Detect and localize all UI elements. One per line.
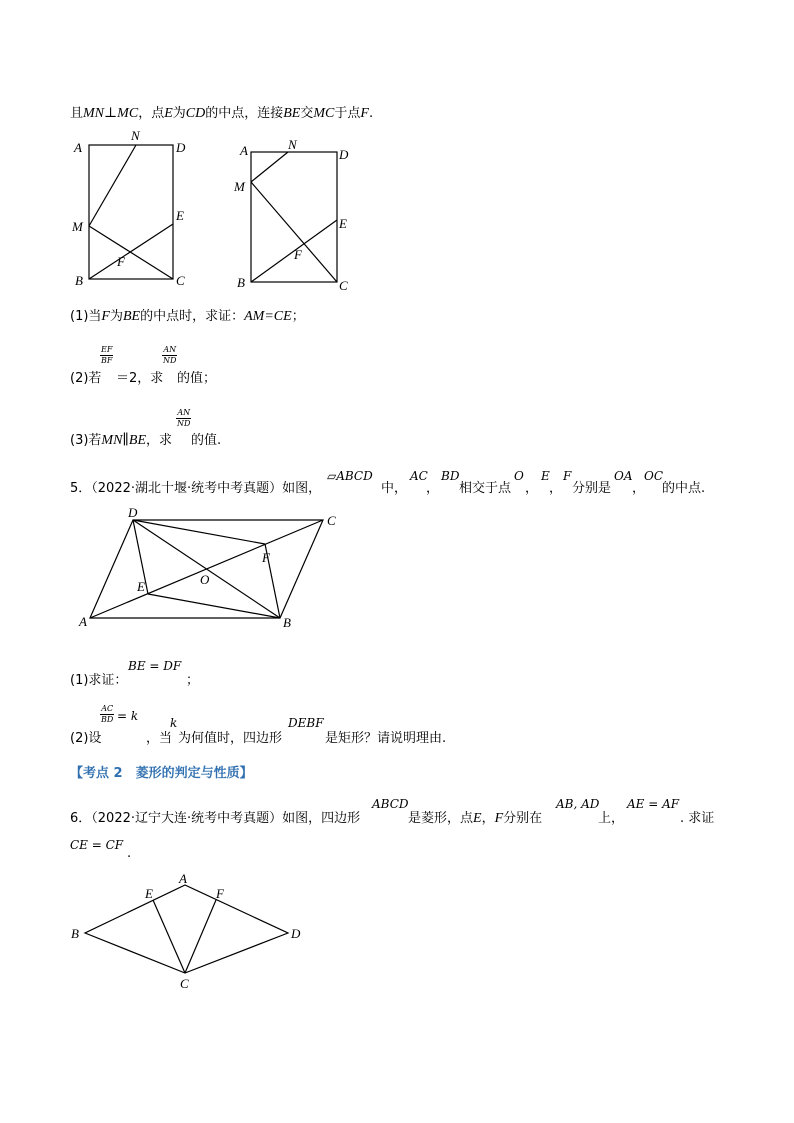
q5-part2-eqk: = k xyxy=(117,709,139,723)
q6-ae-af: AE = AF xyxy=(627,797,680,811)
segment-mc xyxy=(251,182,337,282)
label-a: A xyxy=(74,140,82,155)
label-o: O xyxy=(200,572,210,587)
label-f: F xyxy=(262,550,270,565)
figure-rhombus xyxy=(65,870,315,995)
q4-part3-end: 的值. xyxy=(191,433,222,448)
q4-part2-prefix: (2)若 xyxy=(70,371,102,386)
q6-abcd: ABCD xyxy=(372,797,409,811)
label-c: C xyxy=(327,513,336,528)
label-c: C xyxy=(339,278,348,293)
segment-cf xyxy=(185,900,216,973)
label-d: D xyxy=(291,926,301,941)
q5-bd: BD xyxy=(441,469,460,483)
label-b: B xyxy=(71,926,79,941)
segment-mn xyxy=(251,152,288,182)
q5-o: O xyxy=(514,469,524,483)
q5-part2-fraction-ac-bd: $\frac{AC}{BD}$ xyxy=(101,704,114,724)
q5-part1-end: ； xyxy=(186,673,200,688)
label-a: A xyxy=(240,143,248,158)
label-n: N xyxy=(131,128,140,143)
q5-comma2: ， xyxy=(525,481,539,496)
label-d: D xyxy=(339,147,349,162)
q5-oa: OA xyxy=(614,469,633,483)
diagonal-bd xyxy=(133,520,280,618)
q5-comma1: ， xyxy=(426,481,440,496)
q5-oc: OC xyxy=(644,469,664,483)
q5-part2-mid2: 为何值时，四边形 xyxy=(178,731,283,746)
label-b: B xyxy=(283,615,291,630)
figure-parallelogram xyxy=(75,505,350,635)
q5-part1-equation: BE = DF xyxy=(128,659,182,673)
label-b: B xyxy=(237,275,245,290)
label-m: M xyxy=(234,179,245,194)
label-d: D xyxy=(128,505,138,520)
q4-part1: (1)当F为BE的中点时，求证：AM=CE； xyxy=(70,309,305,324)
q5-text3: 相交于点 xyxy=(459,481,512,496)
label-a: A xyxy=(179,871,187,886)
q6-stem: 6．（2022·辽宁大连·统考中考真题）如图，四边形 xyxy=(70,811,361,826)
q5-comma4: ， xyxy=(632,481,646,496)
q6-stem-2: 是菱形，点E，F分别在 xyxy=(408,811,543,826)
rect-abcd xyxy=(89,145,173,279)
q4-part2-end: 的值； xyxy=(177,371,217,386)
segment-df xyxy=(133,520,265,544)
q5-text4: 分别是 xyxy=(572,481,612,496)
q5-f: F xyxy=(563,469,572,483)
figure-rectangle-1 xyxy=(60,125,210,295)
q6-ce-cf: CE = CF xyxy=(70,838,124,852)
label-a: A xyxy=(79,614,87,629)
label-e: E xyxy=(145,886,153,901)
figure-rectangle-2 xyxy=(225,132,365,297)
q5-part2-end: 是矩形？请说明理由. xyxy=(325,731,447,746)
q4-part3-fraction-an-nd: $\frac{AN}{ND}$ xyxy=(177,408,191,428)
q5-part2-prefix: (2)设 xyxy=(70,731,102,746)
label-b: B xyxy=(75,273,83,288)
q5-part2-k: k xyxy=(170,716,178,730)
q5-part1-prefix: (1)求证： xyxy=(70,673,128,688)
q6-text4: 上， xyxy=(598,811,625,826)
q6-end: . xyxy=(127,846,132,861)
label-n: N xyxy=(288,137,297,152)
rhombus-abcd xyxy=(85,885,288,973)
segment-eb xyxy=(148,594,280,618)
q5-text5: 的中点. xyxy=(662,481,706,496)
label-e: E xyxy=(137,579,145,594)
q4-part2-fraction-ef-bf: $\frac{EF}{BF}$ xyxy=(101,345,113,365)
q4-part2-mid: ＝2，求 xyxy=(116,371,164,386)
q5-part2-debf: DEBF xyxy=(288,716,324,730)
label-c: C xyxy=(180,976,189,991)
section-heading: 【考点 2 菱形的判定与性质】 xyxy=(70,766,253,781)
q6-text5: . 求证 xyxy=(680,811,715,826)
q4-intro: 且MN⊥MC，点E为CD的中点，连接BE交MC于点F. xyxy=(70,106,374,121)
q4-part3: (3)若MN∥BE，求 xyxy=(70,433,173,448)
q4-part2-fraction-an-nd: $\frac{AN}{ND}$ xyxy=(163,345,177,365)
q5-part2-mid: ，当 xyxy=(146,731,173,746)
label-e: E xyxy=(176,208,184,223)
label-f: F xyxy=(294,247,302,262)
q6-ab-ad: AB, AD xyxy=(556,797,600,811)
q5-ac: AC xyxy=(410,469,428,483)
q5-comma3: ， xyxy=(549,481,563,496)
label-f: F xyxy=(117,254,125,269)
q5-stem: 5．（2022·湖北十堰·统考中考真题）如图， xyxy=(70,481,322,496)
segment-mn xyxy=(89,145,136,226)
q5-abcd: ▱ABCD xyxy=(327,469,373,483)
label-c: C xyxy=(176,273,185,288)
label-e: E xyxy=(339,216,347,231)
label-f: F xyxy=(216,886,224,901)
q5-e: E xyxy=(541,469,550,483)
label-m: M xyxy=(72,219,83,234)
q5-text2: 中， xyxy=(381,481,408,496)
label-d: D xyxy=(176,140,186,155)
